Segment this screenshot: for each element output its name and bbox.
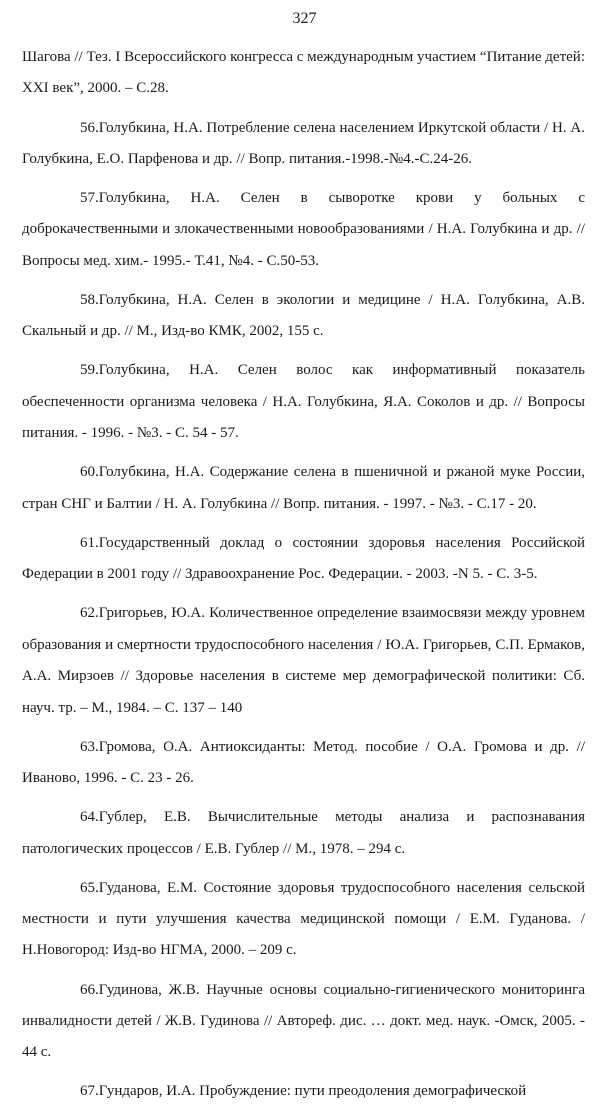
reference-item [22, 355, 585, 449]
reference-number: 61. [80, 534, 99, 551]
reference-text: Гуданова, Е.М. Состояние здоровья трудоспособного населения сельской местности и пути улучшения качества медицинской помощи / Е.М. Гуданова. / Н.Новогород: Изд-во НГМА, 2000. – 209 с. [22, 879, 585, 959]
reference-number: 56. [80, 119, 99, 136]
reference-item [22, 113, 585, 176]
reference-text: Шагова // Тез. I Всероссийского конгресса с международным участием “Питание детей: XXI век”, 2000. – С.28. [22, 49, 585, 97]
reference-number: 64. [80, 809, 99, 826]
reference-item [22, 873, 585, 967]
reference-number: 66. [80, 981, 99, 998]
reference-number: 57. [80, 190, 99, 206]
reference-text: Голубкина, Н.А. Содержание селена в пшеничной и ржаной муке России, стран СНГ и Балтии / Н. А. Голубкина // Вопр. питания. - 1997. - №3. - С.17 - 20. [22, 464, 585, 512]
reference-text: Гудинова, Ж.В. Научные основы социально-гигиенического мониторинга инвалидности детей / Ж.В. Гудинова // Автореф. дис. … докт. мед. наук. -Омск, 2005. - 44 с. [22, 981, 585, 1061]
reference-list [22, 42, 585, 1116]
reference-text: Голубкина, Н.А. Селен в экологии и медицине / Н.А. Голубкина, А.В. Скальный и др. // М., Изд-во КМК, 2002, 155 с. [22, 291, 585, 340]
reference-number: 65. [80, 879, 99, 896]
reference-item [22, 457, 585, 520]
reference-text: Громова, О.А. Антиоксиданты: Метод. пособие / О.А. Громова и др. // Иваново, 1996. - С. 23 - 26. [22, 738, 585, 787]
reference-item [22, 42, 585, 105]
reference-text: Голубкина, Н.А. Селен в сыворотке крови у больных с доброкачественными и злокачественными новообразованиями / Н.А. Голубкина и др. // Вопросы мед. хим.- 1995.- Т.41, №4. - С.50-53. [22, 190, 585, 269]
reference-text: Гундаров, И.А. Пробуждение: пути преодоления демографической [98, 1083, 527, 1100]
reference-number: 63. [80, 738, 99, 755]
reference-item [22, 528, 585, 591]
reference-text: Голубкина, Н.А. Селен волос как информативный показатель обеспеченности организма человека / Н.А. Голубкина, Я.А. Соколов и др. // Вопросы питания. - 1996. - №3. - С. 54 - 57. [22, 362, 585, 442]
reference-number: 59. [80, 362, 99, 379]
reference-item [22, 598, 585, 724]
reference-item [22, 285, 585, 348]
reference-text: Государственный доклад о состоянии здоровья населения Российской Федерации в 2001 году // Здравоохранение Рос. Федерации. - 2003. -N 5. - С. 3-5. [22, 534, 585, 583]
reference-text: Гублер, Е.В. Вычислительные методы анализа и распознавания патологических процессов / Е.В. Гублер // М., 1978. – 294 с. [22, 809, 585, 857]
reference-number: 60. [80, 464, 99, 481]
reference-item [22, 732, 585, 795]
reference-number: 58. [80, 291, 99, 308]
reference-number: 62. [80, 605, 99, 622]
reference-text: Голубкина, Н.А. Потребление селена населением Иркутской области / Н. А. Голубкина, Е.О. Парфенова и др. // Вопр. питания.-1998.-№4.-С.24-26. [22, 119, 585, 167]
reference-text: Григорьев, Ю.А. Количественное определение взаимосвязи между уровнем образования и смертности трудоспособного населения / Ю.А. Григорьев, С.П. Ермаков, А.А. Мирзоев // Здоровье населения в системе мер демографической политики: Сб. науч. тр. – М., 1984. – С. 137 – 140 [22, 605, 585, 716]
reference-number: 67. [80, 1083, 99, 1100]
reference-item [22, 1076, 585, 1107]
reference-item [22, 802, 585, 865]
reference-item [22, 183, 585, 277]
reference-item [22, 975, 585, 1069]
page-number: 327 [292, 10, 317, 27]
